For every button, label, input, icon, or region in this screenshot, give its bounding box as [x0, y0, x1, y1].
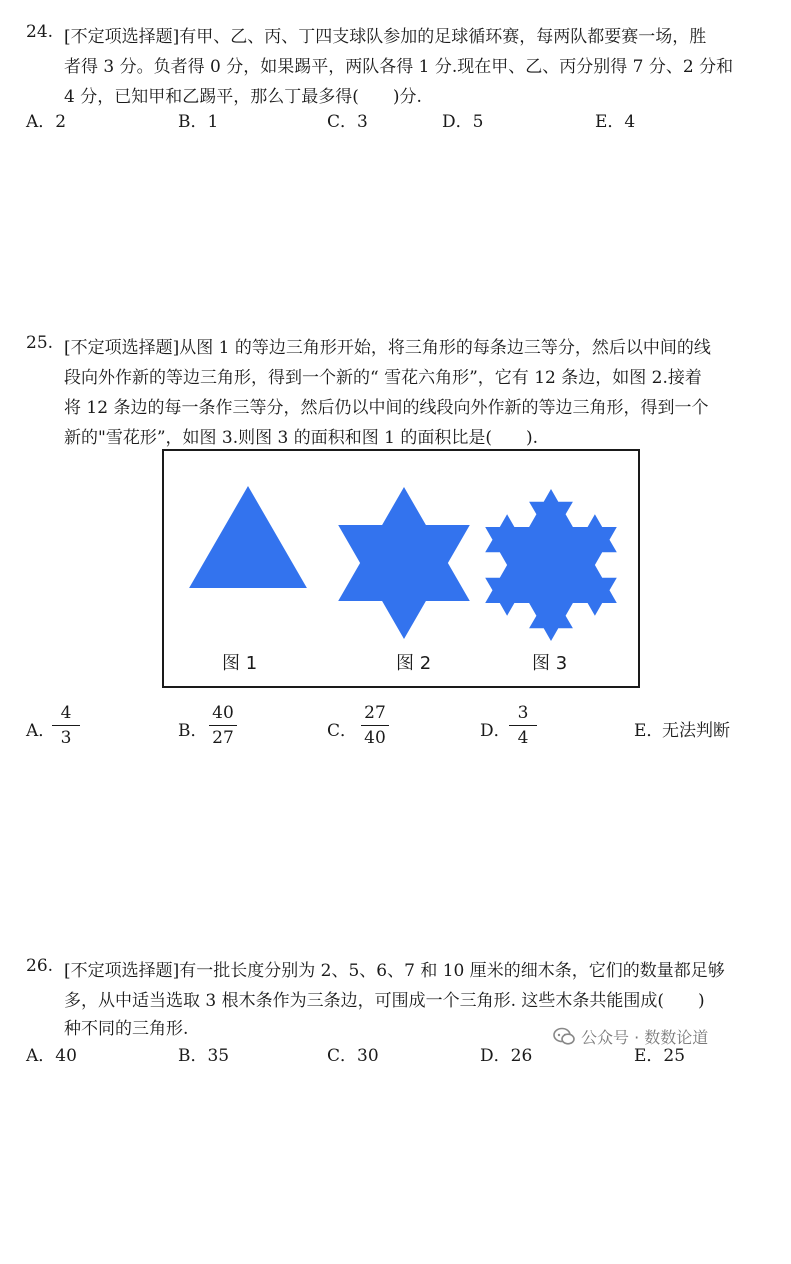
question-number: 25. — [26, 333, 54, 353]
question-text-line: 种不同的三角形. — [64, 1019, 189, 1039]
option-b[interactable]: B．35 — [178, 1046, 230, 1066]
question-text-line: [不定项选择题]有一批长度分别为 2、5、6、7 和 10 厘米的细木条，它们的数量都足够 — [64, 961, 725, 981]
option-fraction — [503, 703, 543, 748]
option-letter: C． — [327, 721, 358, 741]
question-text-line: 多，从中适当选取 3 根木条作为三条边，可围成一个三角形. 这些木条共能围成( ) — [64, 991, 705, 1011]
fraction-numerator: 4 — [60, 703, 72, 723]
figure-3-label: 图 3 — [532, 653, 568, 674]
option-letter: D． — [480, 721, 511, 741]
option-e[interactable]: E．25 — [634, 1046, 686, 1066]
option-a[interactable]: A．40 — [26, 1046, 77, 1066]
option-c[interactable]: C．3 — [327, 112, 368, 132]
option-c[interactable]: C．30 — [327, 1046, 379, 1066]
option-a[interactable]: A．2 — [26, 112, 67, 132]
option-letter: A． — [26, 721, 56, 741]
option-letter: E． — [634, 721, 664, 741]
question-number: 26. — [26, 956, 54, 976]
fraction-denominator: 3 — [60, 728, 72, 748]
fraction-denominator: 4 — [517, 728, 529, 748]
option-fraction — [203, 703, 243, 748]
question-text-line: [不定项选择题]有甲、乙、丙、丁四支球队参加的足球循环赛，每两队都要赛一场，胜 — [64, 27, 707, 47]
question-text-line: 者得 3 分。负者得 0 分，如果踢平，两队各得 1 分.现在甲、乙、丙分别得 7 分、2 分和 — [64, 57, 734, 77]
question-text-line: 4 分，已知甲和乙踢平，那么丁最多得( )分. — [64, 87, 422, 107]
option-e[interactable]: E．4 — [595, 112, 636, 132]
option-fraction — [46, 703, 86, 748]
figure-3-snowflake — [485, 489, 617, 641]
wechat-official-account-icon — [553, 1027, 575, 1045]
fraction-denominator: 27 — [212, 728, 234, 748]
option-b[interactable]: B．1 — [178, 112, 219, 132]
question-number: 24. — [26, 22, 54, 42]
option-letter: B． — [178, 721, 208, 741]
option-d[interactable]: D．5 — [442, 112, 484, 132]
figure-2-label: 图 2 — [396, 653, 432, 674]
fraction-numerator: 27 — [364, 703, 386, 723]
snowflake-figure — [162, 449, 640, 688]
option-text: 无法判断 — [662, 721, 730, 741]
watermark-text: 公众号 · 数数论道 — [581, 1027, 709, 1047]
question-text-line: 段向外作新的等边三角形，得到一个新的“ 雪花六角形”，它有 12 条边，如图 2.接着 — [64, 368, 702, 388]
question-text-line: [不定项选择题]从图 1 的等边三角形开始，将三角形的每条边三等分，然后以中间的线 — [64, 338, 711, 358]
question-text-line: 新的"雪花形”，如图 3.则图 3 的面积和图 1 的面积比是( ). — [64, 428, 539, 448]
figure-2-hexagram — [338, 487, 470, 639]
question-text-line: 将 12 条边的每一条作三等分，然后仍以中间的线段向外作新的等边三角形，得到一个 — [64, 398, 709, 418]
fraction-denominator: 40 — [364, 728, 386, 748]
watermark — [553, 1023, 708, 1049]
option-d[interactable]: D．26 — [480, 1046, 533, 1066]
option-fraction — [355, 703, 395, 748]
fraction-numerator: 3 — [517, 703, 529, 723]
figure-1-triangle — [189, 486, 307, 588]
fraction-numerator: 40 — [212, 703, 234, 723]
figure-1-label: 图 1 — [222, 653, 258, 674]
